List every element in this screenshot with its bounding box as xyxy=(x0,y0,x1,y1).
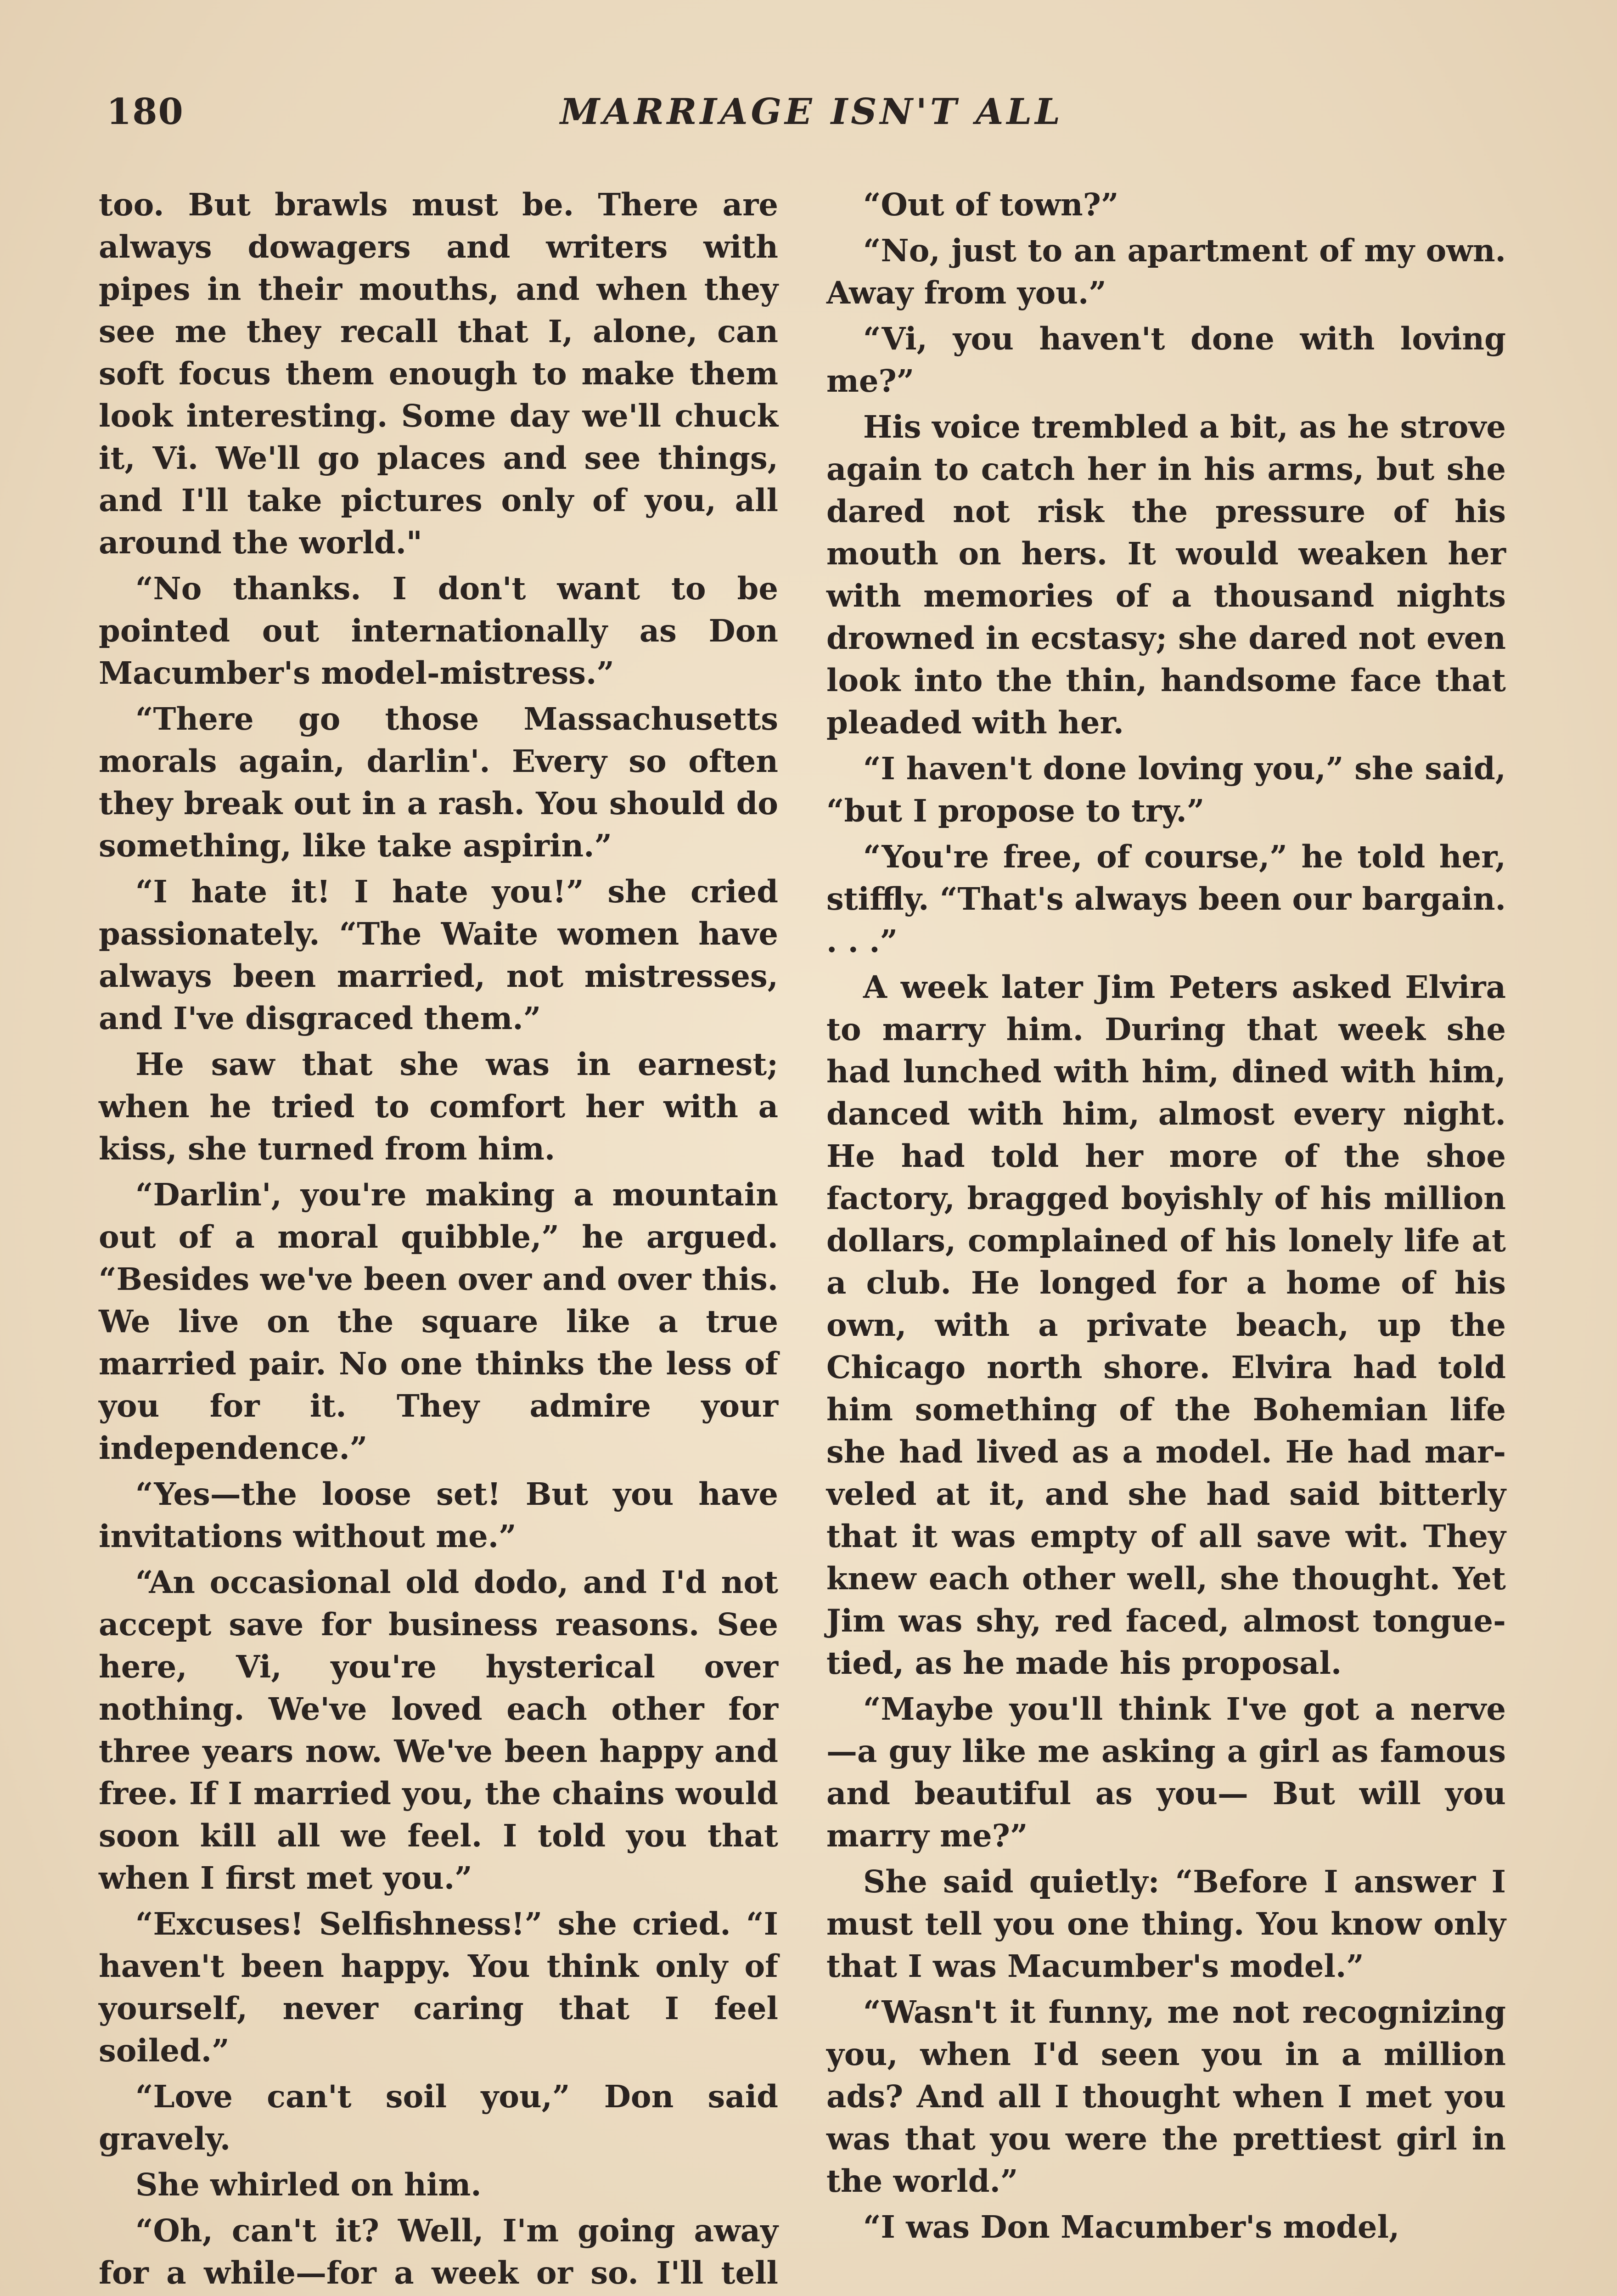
running-title: MARRIAGE ISN'T ALL xyxy=(560,91,1064,133)
paragraph: “Yes—the loose set! But you have invitations without me.” xyxy=(99,1476,778,1554)
paragraph: “No, just to an apartment of my own. Away from you.” xyxy=(826,232,1506,311)
paragraph: She whirled on him. xyxy=(135,2167,482,2203)
paragraph: “Oh, can't it? Well, I'm going away for a while—for a week or so. I'll tell xyxy=(99,2212,778,2291)
paragraph: “Vi, you haven't done with loving me?” xyxy=(826,321,1506,399)
paragraph: “Wasn't it funny, me not recognizing you, when I'd seen you in a million ads? And all I thought when I met you was that you were the prettiest girl in the world.” xyxy=(826,1994,1506,2199)
paragraph: “An occasional old dodo, and I'd not accept save for business reasons. See here, Vi, you're hysterical over nothing. We've loved each other for three years now. We've been happy and free. If I married you, the chains would soon kill all we feel. I told you that when I first met you.” xyxy=(99,1564,778,1896)
paragraph: “I haven't done loving you,” she said, “but I propose to try.” xyxy=(826,750,1506,829)
right-column xyxy=(826,184,1506,2252)
left-column xyxy=(99,184,778,2296)
paragraph: “I was Don Macumber's model, xyxy=(863,2209,1400,2245)
paragraph: “You're free, of course,” he told her, stiffly. “That's always been our bargain. . . .” xyxy=(826,838,1506,959)
paragraph: “Darlin', you're making a mountain out of a moral quibble,” he argued. “Besides we've been over and over this. We live on the square like a true married pair. No one thinks the less of you for it. They admire your independence.” xyxy=(99,1176,778,1466)
paragraph: “Love can't soil you,” Don said gravely. xyxy=(99,2078,778,2157)
paragraph: “I hate it! I hate you!” she cried passionately. “The Waite women have always been married, not mistresses, and I've disgraced them.” xyxy=(99,873,778,1036)
paragraph: He saw that she was in earnest; when he tried to comfort her with a kiss, she turned from him. xyxy=(99,1046,778,1167)
paragraph: “Excuses! Selfishness!” she cried. “I haven't been happy. You think only of yourself, never caring that I feel soiled.” xyxy=(99,1906,778,2069)
paragraph: “There go those Massachusetts morals again, darlin'. Every so often they break out in a rash. You should do something, like take aspirin.” xyxy=(99,701,778,864)
paragraph: A week later Jim Peters asked Elvira to marry him. During that week she had lunched with him, dined with him, danced with him, almost every night. He had told her more of the shoe factory, bragged boyishly of his million dollars, complained of his lonely life at a club. He longed for a home of his own, with a private beach, up the Chicago north shore. Elvira had told him something of the Bohemian life she had lived as a model. He had marveled at it, and she had said bitterly that it was empty of all save wit. They knew each other well, she thought. Yet Jim was shy, red faced, almost tongue-tied, as he made his proposal. xyxy=(826,969,1506,1681)
paragraph: “Maybe you'll think I've got a nerve—a guy like me asking a girl as famous and beautiful as you— But will you marry me?” xyxy=(826,1691,1506,1854)
paragraph: She said quietly: “Before I answer I must tell you one thing. You know only that I was Macumber's model.” xyxy=(826,1863,1506,1984)
paragraph: too. But brawls must be. There are always dowagers and writers with pipes in their mouths, and when they see me they recall that I, alone, can soft focus them enough to make them look interesting. Some day we'll chuck it, Vi. We'll go places and see things, and I'll take pictures only of you, all around the world." xyxy=(99,186,778,561)
page-header xyxy=(0,87,1617,142)
paragraph: His voice trembled a bit, as he strove again to catch her in his arms, but she dared not risk the pressure of his mouth on hers. It would weaken her with memories of a thousand nights drowned in ecstasy; she dared not even look into the thin, handsome face that pleaded with her. xyxy=(826,409,1506,741)
paragraph: “No thanks. I don't want to be pointed out internationally as Don Macumber's model-mistress.” xyxy=(99,570,778,691)
page-number: 180 xyxy=(107,91,184,133)
paragraph: “Out of town?” xyxy=(863,186,1119,223)
